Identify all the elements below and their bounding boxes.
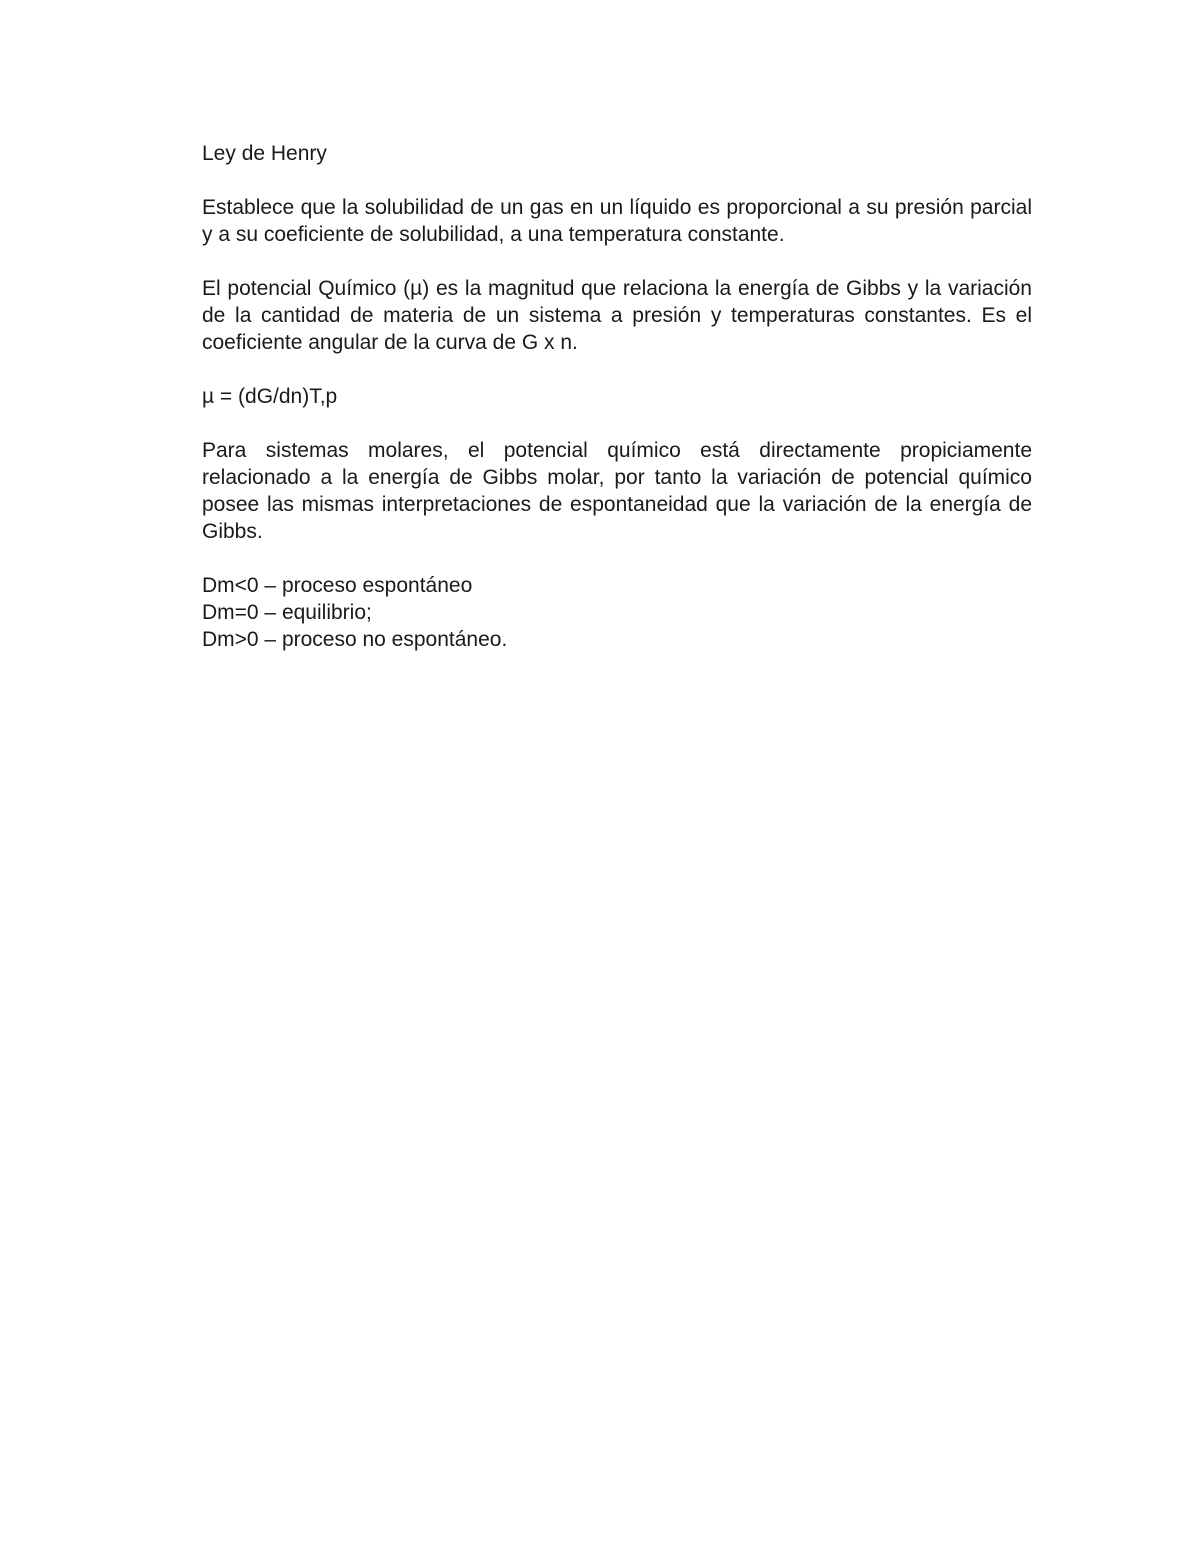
condition-equilibrium: Dm=0 – equilibrio; (202, 601, 372, 624)
chemical-potential-paragraph: El potencial Químico (µ) es la magnitud que relaciona la energía de Gibbs y la variación de la cantidad de materia de un sistema a presión y temperaturas constantes. Es el coeficiente angular de la curva de G x n. (202, 277, 1032, 354)
chemical-potential-formula: µ = (dG/dn)T,p (202, 385, 338, 408)
condition-spontaneous: Dm<0 – proceso espontáneo (202, 574, 473, 597)
document-body (202, 140, 1032, 653)
condition-non-spontaneous: Dm>0 – proceso no espontáneo. (202, 628, 508, 651)
molar-systems-paragraph: Para sistemas molares, el potencial químico está directamente propiciamente relacionado a la energía de Gibbs molar, por tanto la variación de potencial químico posee las mismas interpretaciones de espontaneidad que la variación de la energía de Gibbs. (202, 439, 1032, 543)
document-title: Ley de Henry (202, 142, 327, 165)
spontaneity-conditions-list (202, 572, 1032, 653)
henry-law-paragraph: Establece que la solubilidad de un gas en un líquido es proporcional a su presión parcial y a su coeficiente de solubilidad, a una temperatura constante. (202, 196, 1032, 246)
